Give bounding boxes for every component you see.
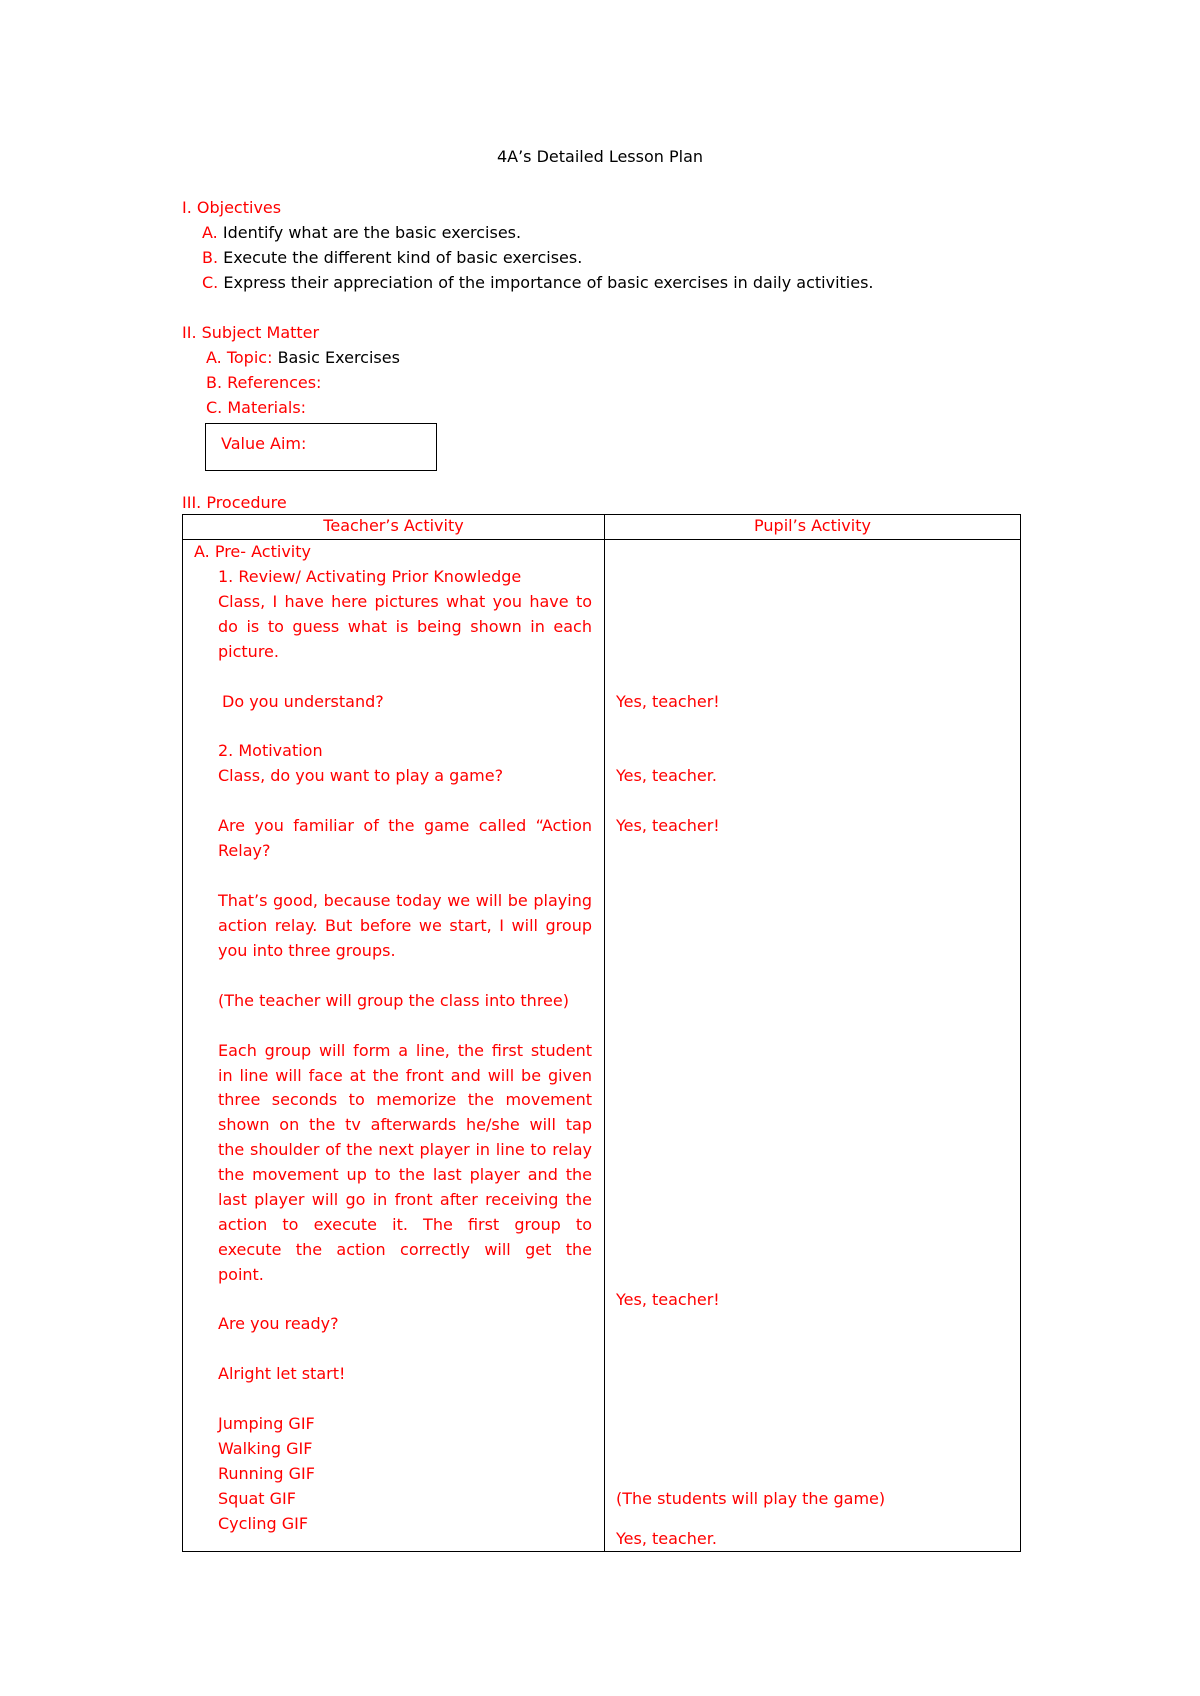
familiar-line: Are you familiar of the game called “Action: [218, 816, 592, 835]
review-line: do is to guess what is being shown in each: [218, 617, 592, 636]
objective-b-text: Execute the different kind of basic exercises.: [223, 248, 583, 267]
good-line: action relay. But before we start, I will group: [218, 916, 592, 935]
procedure-heading: III. Procedure: [182, 493, 287, 512]
review-line: Class, I have here pictures what you have to: [218, 592, 592, 611]
rules-line: last player will go in front after receiving the: [218, 1190, 592, 1209]
review-line: picture.: [218, 642, 279, 661]
teacher-activity-cell: [183, 540, 605, 1552]
topic-value: Basic Exercises: [277, 348, 400, 367]
objective-c: [202, 273, 874, 293]
materials-label: C. Materials:: [206, 398, 307, 417]
ready-question: Are you ready?: [218, 1314, 339, 1333]
gif-item: Running GIF: [218, 1464, 315, 1483]
good-line: you into three groups.: [218, 941, 396, 960]
page-title: 4A’s Detailed Lesson Plan: [496, 147, 704, 166]
objective-c-label: C.: [202, 273, 219, 292]
rules-line: in line will face at the front and will be given: [218, 1066, 592, 1085]
teacher-activity-header: Teacher’s Activity: [183, 515, 605, 540]
objective-a: [202, 223, 521, 243]
play-game-question: Class, do you want to play a game?: [218, 766, 504, 785]
references-label: B. References:: [206, 373, 322, 392]
pre-activity-heading: A. Pre- Activity: [194, 542, 311, 561]
objective-a-label: A.: [202, 223, 218, 242]
pupil-response: Yes, teacher!: [616, 816, 720, 835]
pupil-response: Yes, teacher!: [616, 692, 720, 711]
rules-line: point.: [218, 1265, 264, 1284]
good-line: That’s good, because today we will be playing: [218, 891, 592, 910]
procedure-table: [182, 514, 1021, 1552]
pupil-activity-header: Pupil’s Activity: [605, 515, 1021, 540]
topic-line: [206, 348, 400, 368]
gif-item: Squat GIF: [218, 1489, 296, 1508]
pupil-response: Yes, teacher!: [616, 1290, 720, 1309]
value-aim-label: Value Aim:: [221, 434, 307, 453]
pupil-activity-cell: [605, 540, 1021, 1552]
value-aim-box: [205, 423, 437, 471]
gif-item: Walking GIF: [218, 1439, 313, 1458]
group-note: (The teacher will group the class into three): [218, 991, 569, 1010]
pupil-response: (The students will play the game): [616, 1489, 886, 1508]
pupil-response: Yes, teacher.: [616, 1529, 717, 1548]
understand-question: Do you understand?: [222, 692, 384, 711]
rules-line: the shoulder of the next player in line to relay: [218, 1140, 592, 1159]
rules-line: action to execute it. The first group to: [218, 1215, 592, 1234]
familiar-line: Relay?: [218, 841, 271, 860]
rules-line: Each group will form a line, the first student: [218, 1041, 592, 1060]
review-heading: 1. Review/ Activating Prior Knowledge: [218, 567, 522, 586]
rules-line: shown on the tv afterwards he/she will tap: [218, 1115, 592, 1134]
motivation-heading: 2. Motivation: [218, 741, 323, 760]
objective-c-text: Express their appreciation of the importance of basic exercises in daily activities.: [223, 273, 874, 292]
gif-item: Cycling GIF: [218, 1514, 309, 1533]
gif-item: Jumping GIF: [218, 1414, 315, 1433]
objective-b-label: B.: [202, 248, 219, 267]
rules-line: the movement up to the last player and the: [218, 1165, 592, 1184]
objective-b: [202, 248, 582, 268]
start-line: Alright let start!: [218, 1364, 346, 1383]
rules-line: execute the action correctly will get the: [218, 1240, 592, 1259]
topic-label: A. Topic:: [206, 348, 273, 367]
rules-line: three seconds to memorize the movement: [218, 1090, 592, 1109]
objective-a-text: Identify what are the basic exercises.: [222, 223, 522, 242]
subject-matter-heading: II. Subject Matter: [182, 323, 320, 342]
objectives-heading: I. Objectives: [182, 198, 282, 217]
pupil-response: Yes, teacher.: [616, 766, 717, 785]
